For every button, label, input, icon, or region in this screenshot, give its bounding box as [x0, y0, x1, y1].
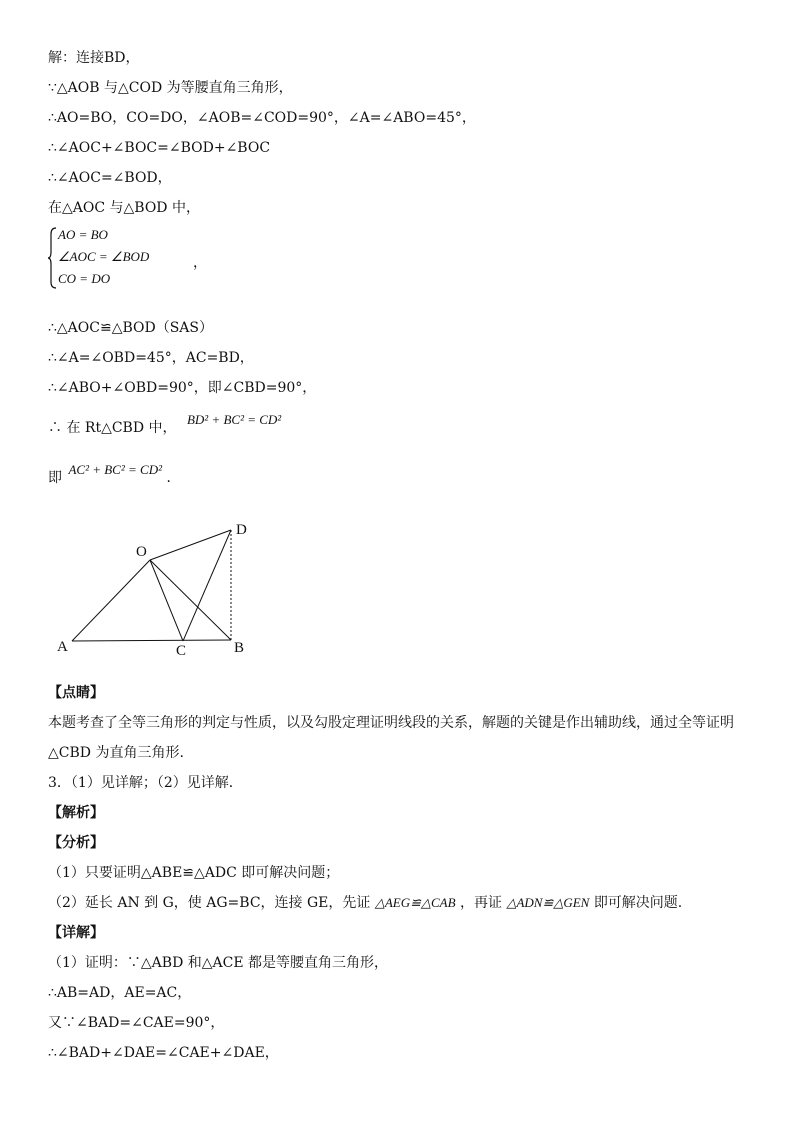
segment-ob [150, 560, 231, 640]
label-o: O [136, 544, 147, 560]
line-11-suffix: ． [166, 470, 181, 486]
solution-line-8: ∴∠A=∠OBD=45°，AC=BD， [48, 350, 254, 366]
solution-line-3: ∴AO=BO，CO=DO，∠AOB=∠COD=90°，∠A=∠ABO=45°， [48, 110, 476, 126]
analysis-2-part-c: 即可解决问题. [593, 895, 683, 911]
solution-line-10 [48, 412, 282, 438]
solution-line-1: 解：连接BD， [48, 50, 140, 66]
label-a: A [57, 639, 68, 655]
equation-system [48, 226, 248, 290]
solution-line-7: ∴△AOC≌△BOD（SAS） [48, 320, 214, 336]
pythagoras-formula-bd: BD² + BC² = CD² [186, 412, 282, 427]
congruence-adn-gen: △ADN≌△GEN [506, 895, 590, 910]
q3-xiangjie-heading: 【详解】 [48, 925, 104, 941]
label-d: D [236, 522, 247, 538]
segment-ao [72, 560, 150, 641]
segment-cd [183, 530, 231, 641]
pythagoras-formula-ac: AC² + BC² = CD² [68, 462, 162, 477]
q3-fenxi-heading: 【分析】 [48, 835, 104, 851]
analysis-2-part-a: （2）延长 AN 到 G，使 AG=BC，连接 GE，先证 [48, 895, 371, 911]
segment-od [150, 530, 231, 560]
left-brace-icon [48, 226, 58, 290]
q3-detail-3: 又∵∠BAD=∠CAE=90°， [48, 1015, 225, 1031]
q3-analysis-2 [48, 893, 682, 913]
dianjing-heading: 【点睛】 [48, 685, 104, 701]
dianjing-text-2: △CBD 为直角三角形. [48, 745, 184, 761]
solution-line-6: 在△AOC 与△BOD 中， [48, 200, 200, 216]
analysis-2-part-b: ，再证 [460, 895, 503, 911]
q3-answer: 3．（1）见详解；（2）见详解． [48, 775, 243, 791]
solution-line-11 [48, 462, 181, 488]
q3-detail-2: ∴AB=AD，AE=AC， [48, 985, 192, 1001]
congruence-aeg-cab: △AEG≌△CAB [374, 895, 456, 910]
system-row-1: AO = BO [58, 227, 108, 242]
label-c: C [176, 643, 187, 659]
solution-line-9: ∴∠ABO+∠OBD=90°，即∠CBD=90°， [48, 380, 317, 396]
solution-line-4: ∴∠AOC+∠BOC=∠BOD+∠BOC [48, 140, 271, 156]
dianjing-text-1: 本题考查了全等三角形的判定与性质，以及勾股定理证明线段的关系，解题的关键是作出辅助线，通过全等证明 [48, 715, 734, 731]
system-row-2: ∠AOC = ∠BOD [58, 249, 150, 264]
line-11-prefix: 即 [48, 470, 62, 486]
solution-line-2: ∵△AOB 与△COD 为等腰直角三角形， [48, 80, 293, 96]
segment-ab [72, 640, 231, 641]
segment-oc [150, 560, 183, 641]
q3-detail-1: （1）证明：∵△ABD 和△ACE 都是等腰直角三角形， [48, 955, 389, 971]
q3-analysis-1: （1）只要证明△ABE≌△ADC 即可解决问题； [48, 865, 340, 881]
geometry-diagram [40, 510, 280, 670]
system-row-3: CO = DO [58, 271, 111, 286]
q3-jiexi-heading: 【解析】 [48, 805, 104, 821]
line-10-prefix: ∴ 在 Rt△CBD 中， [48, 420, 177, 436]
label-b: B [234, 640, 245, 656]
solution-line-5: ∴∠AOC=∠BOD， [48, 170, 172, 186]
q3-detail-4: ∴∠BAD+∠DAE=∠CAE+∠DAE， [48, 1045, 279, 1061]
system-trailing-comma: ， [193, 255, 207, 271]
